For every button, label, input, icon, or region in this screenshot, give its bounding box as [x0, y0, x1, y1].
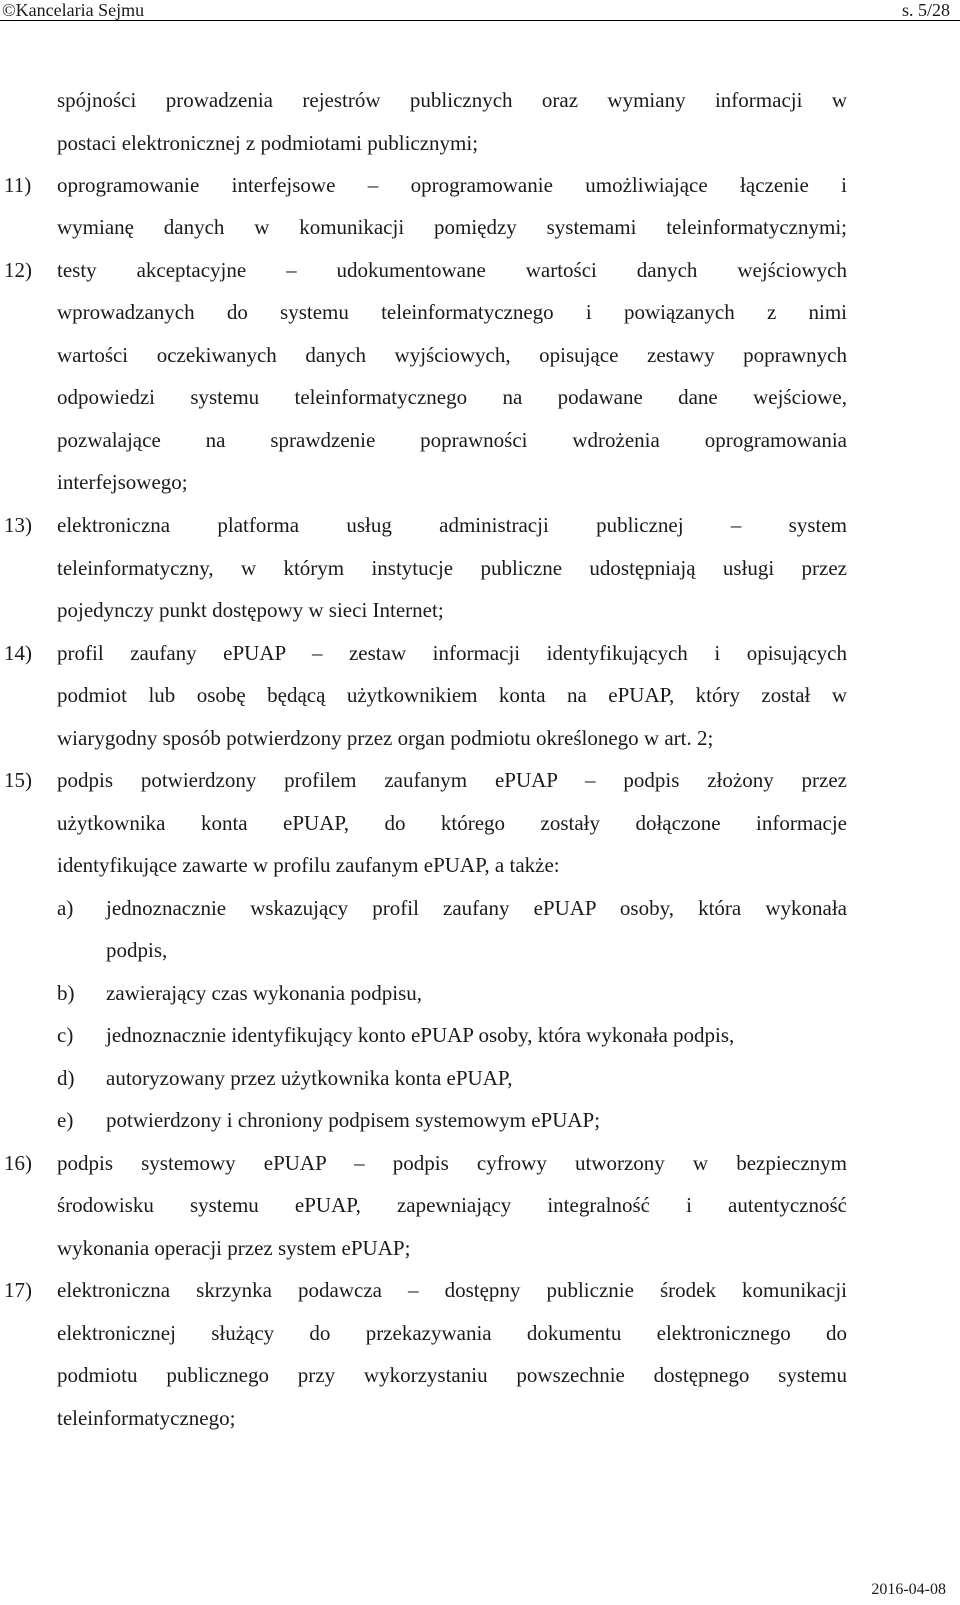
text-line: teleinformatycznego; — [57, 1406, 236, 1430]
text-line: pojedynczy punkt dostępowy w sieci Internet; — [57, 598, 444, 622]
page-header — [0, 0, 960, 22]
text-line: spójności prowadzenia rejestrów publicznych oraz wymiany informacji w — [57, 88, 847, 112]
text-line: wartości oczekiwanych danych wyjściowych, opisujące zestawy poprawnych — [57, 343, 847, 367]
header-page-number: s. 5/28 — [901, 0, 950, 20]
item-number: 14) — [4, 641, 32, 665]
text-line: identyfikujące zawarte w profilu zaufanym ePUAP, a także: — [57, 853, 560, 877]
text-line: pozwalające na sprawdzenie poprawności wdrożenia oprogramowania — [57, 428, 847, 452]
item-number: 15) — [4, 768, 32, 792]
subitem-letter: c) — [57, 1023, 74, 1047]
item-number: 13) — [4, 513, 32, 537]
text-line: postaci elektronicznej z podmiotami publicznymi; — [57, 131, 479, 155]
text-line: podmiotu publicznego przy wykorzystaniu powszechnie dostępnego systemu — [57, 1363, 847, 1387]
subitem-letter: d) — [57, 1066, 75, 1090]
text-line: podpis potwierdzony profilem zaufanym ePUAP – podpis złożony przez — [57, 768, 847, 792]
header-divider — [0, 20, 960, 21]
text-line: odpowiedzi systemu teleinformatycznego na podawane dane wejściowe, — [57, 385, 847, 409]
header-source: ©Kancelaria Sejmu — [2, 0, 145, 20]
text-line: podpis systemowy ePUAP – podpis cyfrowy utworzony w bezpiecznym — [57, 1151, 847, 1175]
item-number: 17) — [4, 1278, 32, 1302]
text-line: podpis, — [106, 938, 168, 962]
text-line: zawierający czas wykonania podpisu, — [106, 981, 423, 1005]
item-number: 11) — [4, 173, 32, 197]
text-line: oprogramowanie interfejsowe – oprogramowanie umożliwiające łączenie i — [57, 173, 847, 197]
text-line: elektroniczna skrzynka podawcza – dostępny publicznie środek komunikacji — [57, 1278, 847, 1302]
text-line: autoryzowany przez użytkownika konta ePUAP, — [106, 1066, 513, 1090]
text-line: podmiot lub osobę będącą użytkownikiem konta na ePUAP, który został w — [57, 683, 847, 707]
text-line: jednoznacznie identyfikujący konto ePUAP osoby, która wykonała podpis, — [106, 1023, 735, 1047]
text-line: elektroniczna platforma usług administracji publicznej – system — [57, 513, 847, 537]
subitem-letter: a) — [57, 896, 74, 920]
text-line: wymianę danych w komunikacji pomiędzy systemami teleinformatycznymi; — [57, 215, 847, 239]
subitem-letter: e) — [57, 1108, 74, 1132]
text-line: potwierdzony i chroniony podpisem systemowym ePUAP; — [106, 1108, 601, 1132]
item-number: 16) — [4, 1151, 32, 1175]
text-line: wykonania operacji przez system ePUAP; — [57, 1236, 411, 1260]
text-line: teleinformatyczny, w którym instytucje publiczne udostępniają usługi przez — [57, 556, 847, 580]
text-line: środowisku systemu ePUAP, zapewniający integralność i autentyczność — [57, 1193, 847, 1217]
text-line: elektronicznej służący do przekazywania dokumentu elektronicznego do — [57, 1321, 847, 1345]
subitem-letter: b) — [57, 981, 75, 1005]
text-line: wprowadzanych do systemu teleinformatycznego i powiązanych z nimi — [57, 300, 847, 324]
item-number: 12) — [4, 258, 32, 282]
text-line: jednoznacznie wskazujący profil zaufany ePUAP osoby, która wykonała — [106, 896, 847, 920]
text-line: wiarygodny sposób potwierdzony przez organ podmiotu określonego w art. 2; — [57, 726, 714, 750]
text-line: testy akceptacyjne – udokumentowane wartości danych wejściowych — [57, 258, 847, 282]
text-line: użytkownika konta ePUAP, do którego zostały dołączone informacje — [57, 811, 847, 835]
footer-date: 2016-04-08 — [871, 1581, 946, 1598]
text-line: profil zaufany ePUAP – zestaw informacji identyfikujących i opisujących — [57, 641, 847, 665]
text-line: interfejsowego; — [57, 470, 188, 494]
